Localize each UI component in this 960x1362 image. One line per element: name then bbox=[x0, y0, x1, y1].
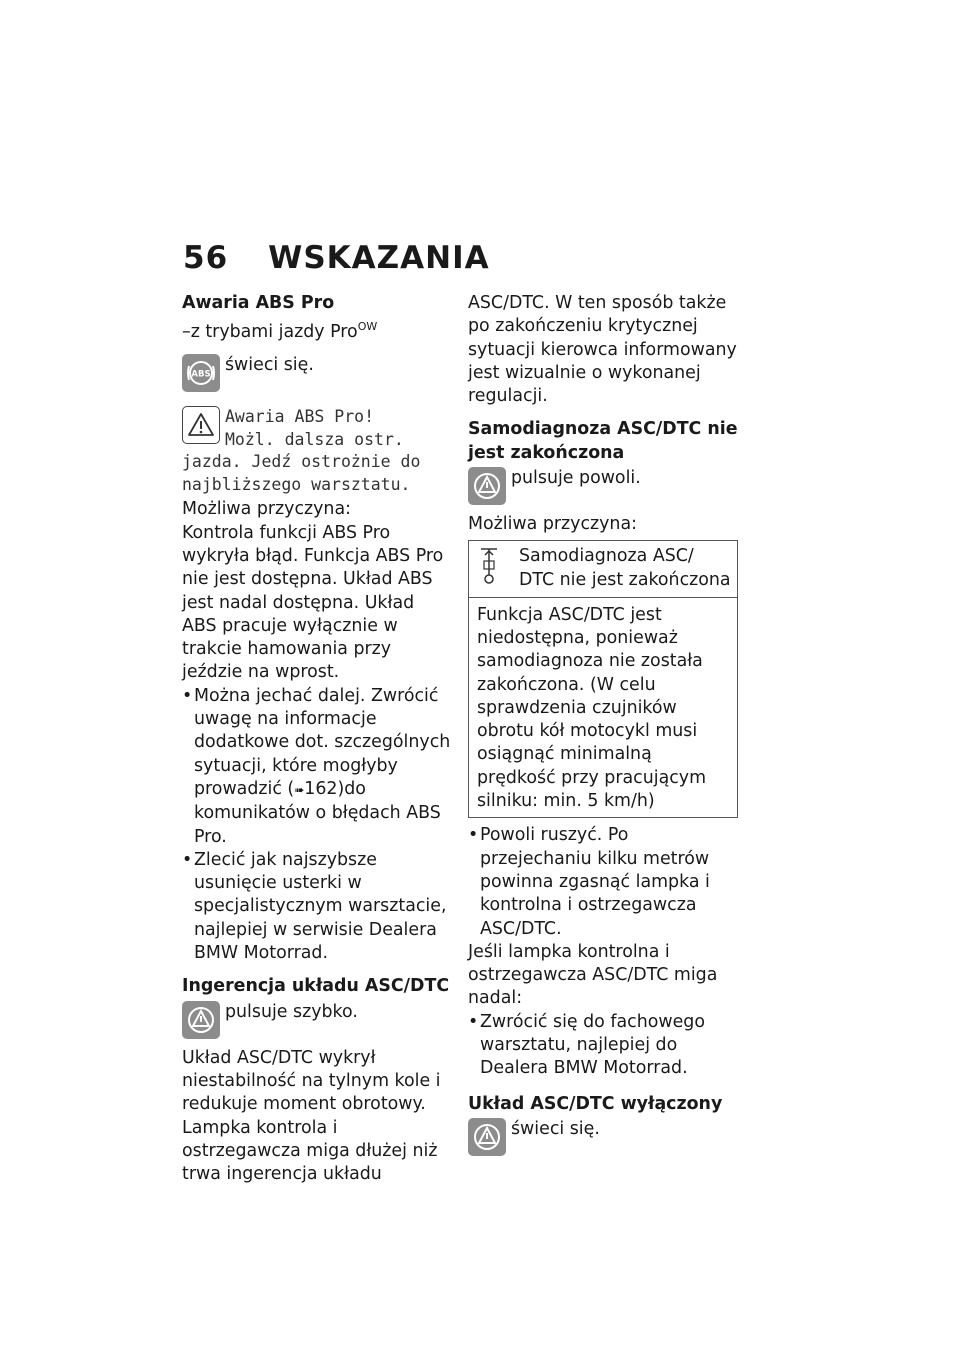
list-item: • Można jechać dalej. Zwrócić uwagę na informacje dodatkowe dot. szczególnych sytuacji, które mogłyby prowadzić (➠162)do komunikatów o błędach ABS Pro. bbox=[182, 685, 452, 849]
section-heading-abs-pro: Awaria ABS Pro bbox=[182, 293, 335, 313]
bullet-dot: • bbox=[468, 1011, 479, 1032]
display-message-line3: jazda. Jedź ostrożnie do bbox=[182, 452, 421, 472]
self-diagnosis-state: pulsuje powoli. bbox=[511, 468, 641, 489]
option-code: OW bbox=[357, 320, 378, 334]
asc-intervention-state: pulsuje szybko. bbox=[225, 1001, 358, 1022]
possible-cause-label: Możliwa przyczyna: bbox=[182, 499, 351, 520]
bullet-dot: • bbox=[182, 849, 193, 870]
info-box-title: Samodiagnoza ASC/ DTC nie jest zakończona bbox=[519, 546, 731, 590]
info-box bbox=[468, 540, 738, 818]
page-title: WSKAZANIA bbox=[268, 240, 490, 276]
riding-modes-note: –z trybami jazdy Pro$^{OW}$ bbox=[182, 320, 378, 343]
blink-condition-text: Jeśli lampka kontrolna i ostrzegawcza ASC/DTC miga nadal: bbox=[468, 941, 718, 1009]
asc-dtc-warning-light-icon bbox=[468, 467, 506, 505]
abs-icon-label: ABS bbox=[191, 369, 211, 380]
list-item: • Powoli ruszyć. Po przejechaniu kilku metrów powinna zgasnąć lampka i kontrolna i ostrzegawcza ASC/DTC. bbox=[468, 824, 738, 940]
right-column bbox=[468, 292, 738, 1156]
list-item: • Zlecić jak najszybsze usunięcie usterki w specjalistycznym warsztacie, najlepiej w serwisie Dealera BMW Motorrad. bbox=[182, 849, 452, 965]
display-message-line2: Możl. dalsza ostr. bbox=[225, 429, 404, 449]
page-reference: 162 bbox=[304, 778, 338, 799]
page-header bbox=[183, 240, 490, 276]
left-column bbox=[182, 292, 452, 1186]
page-reference-arrow-icon: ➠ bbox=[294, 782, 305, 797]
measuring-tool-icon bbox=[475, 545, 505, 592]
asc-dtc-off-light-icon bbox=[468, 1118, 506, 1156]
abs-warning-light-icon bbox=[182, 354, 220, 392]
display-message-line1: Awaria ABS Pro! bbox=[225, 407, 375, 427]
asc-intervention-text: Układ ASC/DTC wykrył niestabilność na tylnym kole i redukuje moment obrotowy. Lampka kontrola i ostrzegawcza miga dłużej niż trwa ingerencja układu bbox=[182, 1047, 441, 1185]
bullet-dot: • bbox=[468, 825, 479, 846]
section-heading-asc-intervention: Ingerencja układu ASC/DTC bbox=[182, 976, 450, 997]
abs-light-state: świeci się. bbox=[225, 355, 314, 376]
possible-cause-label: Możliwa przyczyna: bbox=[468, 514, 637, 535]
asc-dtc-warning-light-icon bbox=[182, 1001, 220, 1039]
list-item: • Zwrócić się do fachowego warsztatu, najlepiej do Dealera BMW Motorrad. bbox=[468, 1011, 738, 1081]
display-message-line4: najbliższego warsztatu. bbox=[182, 474, 411, 494]
bullet-dot: • bbox=[182, 685, 193, 706]
section-heading-self-diagnosis: Samodiagnoza ASC/DTC nie jest zakończona bbox=[468, 419, 738, 463]
asc-intervention-text-continued: ASC/DTC. W ten sposób także po zakończeniu krytycznej sytuacji kierowca informowany jest wizualnie o wykonanej regulacji. bbox=[468, 293, 737, 407]
general-warning-icon bbox=[182, 406, 220, 444]
asc-off-state: świeci się. bbox=[511, 1118, 600, 1139]
page-number: 56 bbox=[183, 240, 229, 276]
section-heading-asc-off: Układ ASC/DTC wyłączony bbox=[468, 1093, 723, 1114]
possible-cause-text: Kontrola funkcji ABS Pro wykryła błąd. Funkcja ABS Pro nie jest dostępna. Układ ABS jest nadal dostępna. Układ ABS pracuje wyłącznie w trakcie hamowania przy jeździe na wprost. bbox=[182, 522, 444, 683]
info-box-text: Funkcja ASC/DTC jest niedostępna, ponieważ samodiagnoza nie została zakończona. (W celu sprawdzenia czujników obrotu kół motocykl musi osiągnąć minimalną prędkość przy pracującym silniku: min. 5 km/h) bbox=[477, 604, 707, 812]
